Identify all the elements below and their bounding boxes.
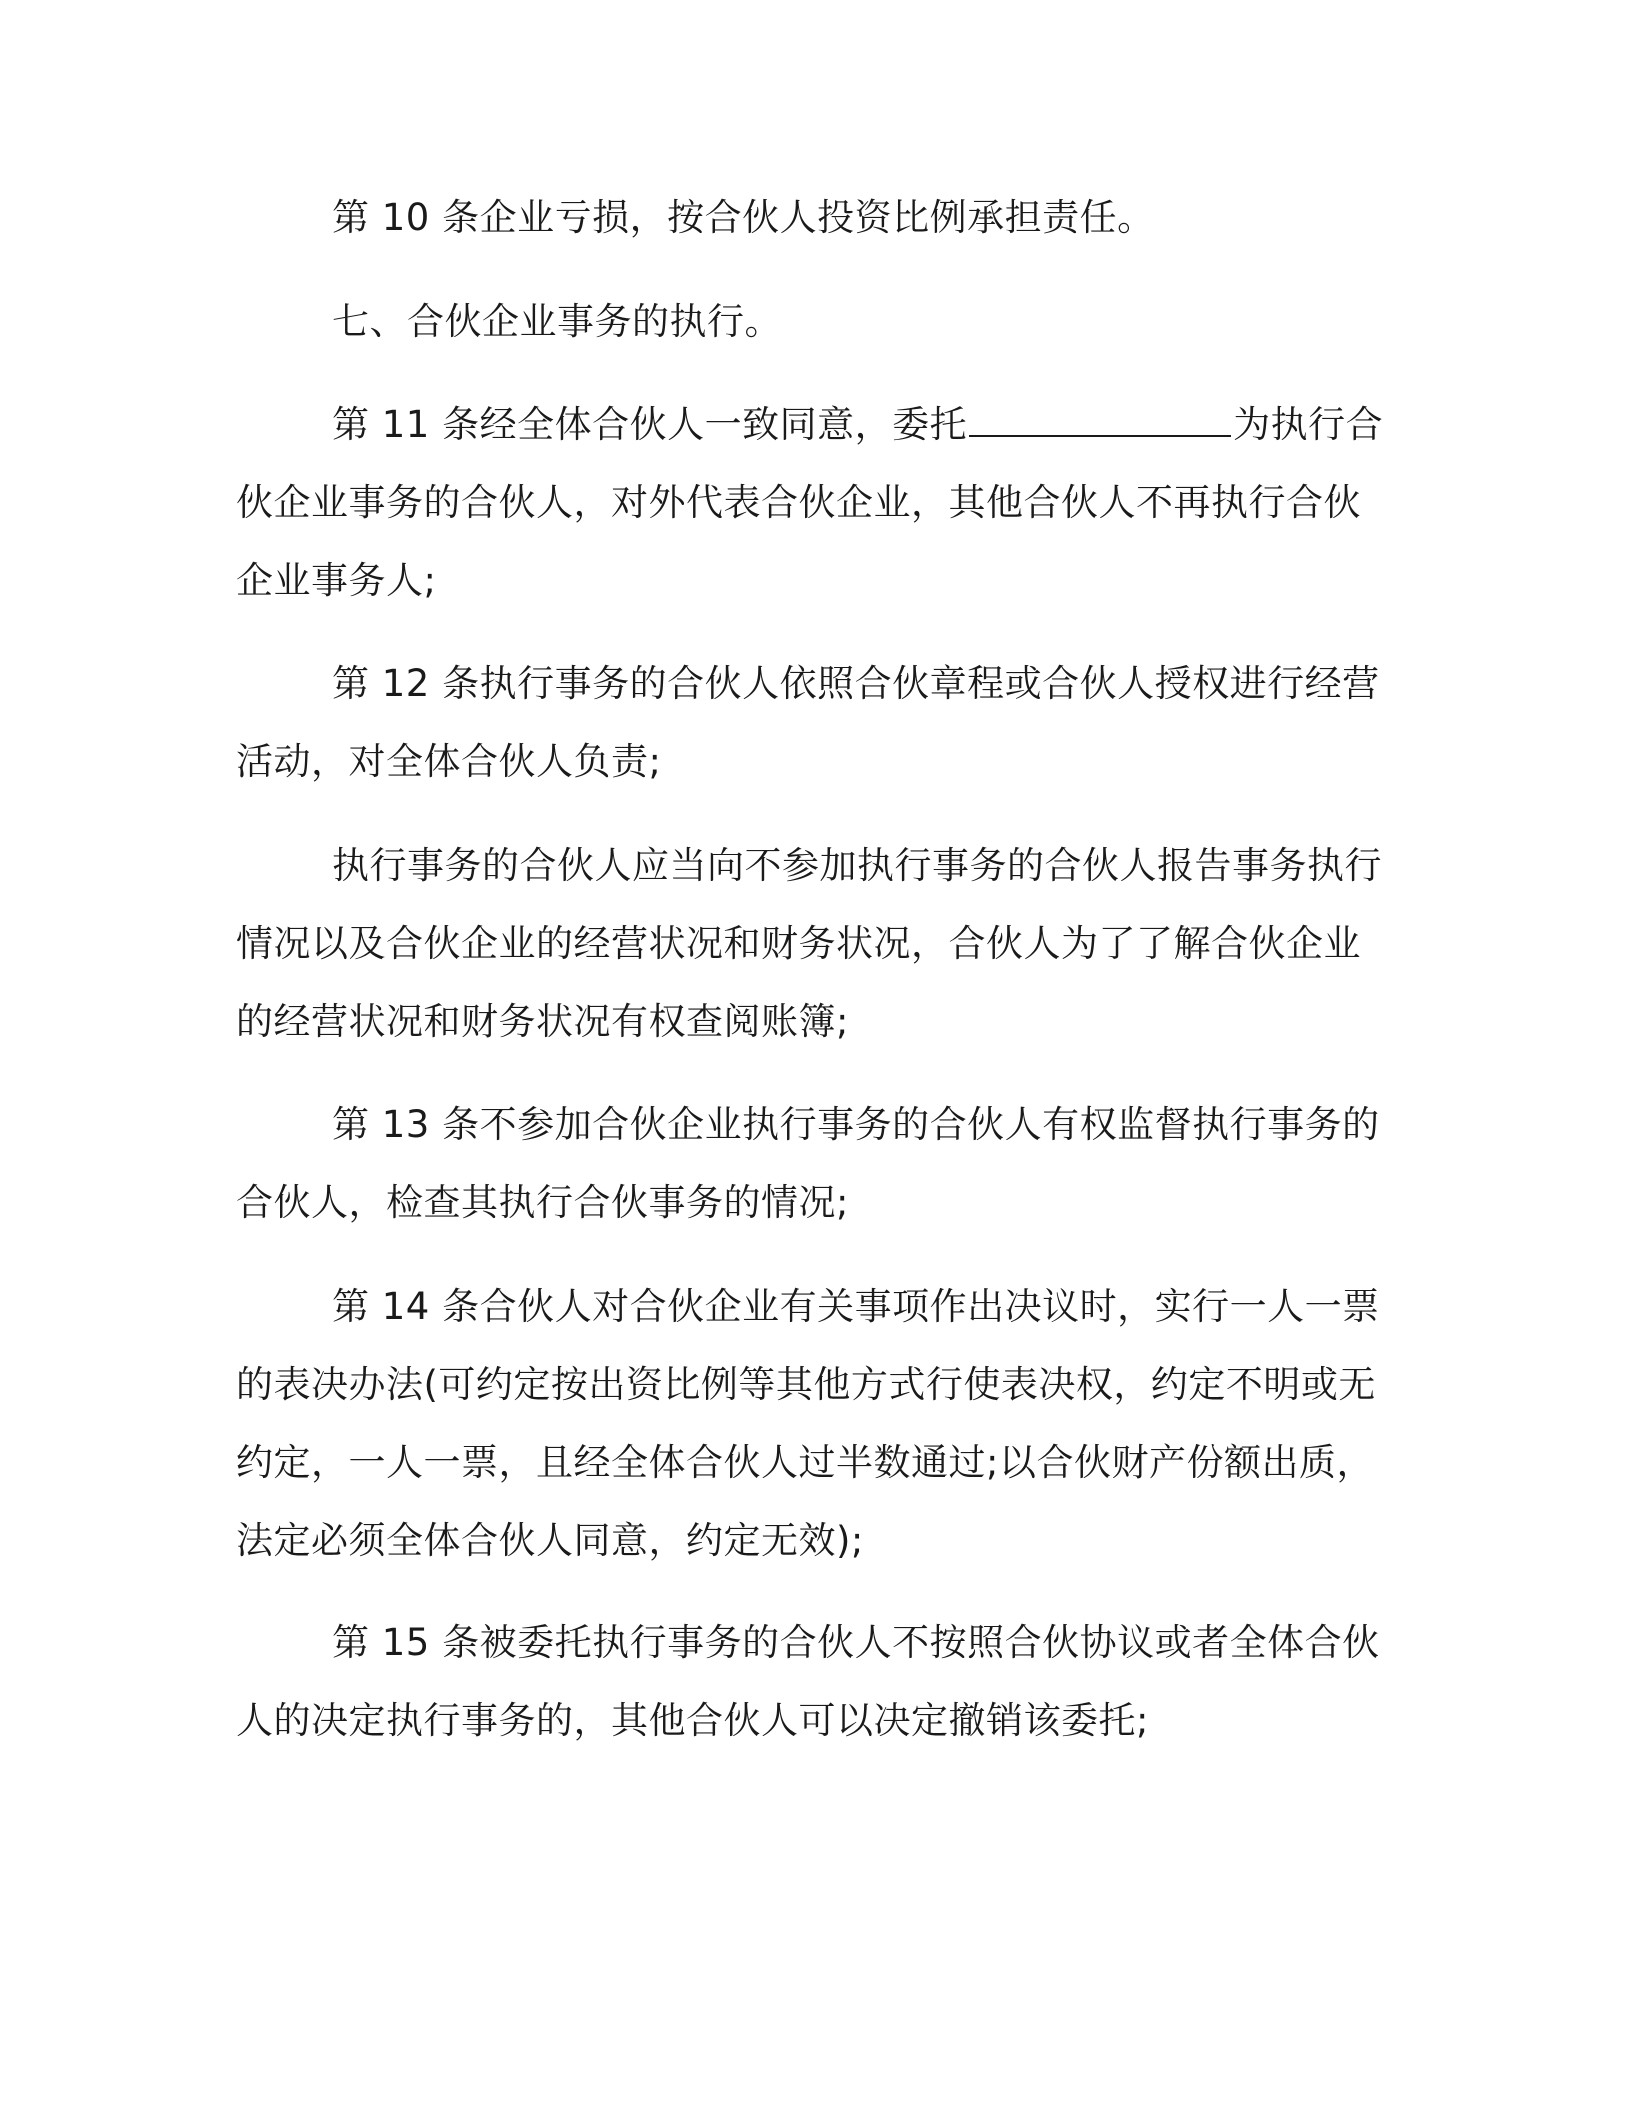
article-11 (236, 386, 1386, 620)
article-11-text-before: 第 11 条经全体合伙人一致同意，委托 (332, 403, 968, 446)
article-15: 第 15 条被委托执行事务的合伙人不按照合伙协议或者全体合伙人的决定执行事务的，其他合伙人可以决定撤销该委托; (236, 1621, 1380, 1742)
article-13: 第 13 条不参加合伙企业执行事务的合伙人有权监督执行事务的合伙人，检查其执行合伙事务的情况; (236, 1103, 1380, 1224)
article-14: 第 14 条合伙人对合伙企业有关事项作出决议时，实行一人一票的表决办法(可约定按出资比例等其他方式行使表决权，约定不明或无约定，一人一票，且经全体合伙人过半数通过;以合伙财产份额出质，法定必须全体合伙人同意，约定无效); (236, 1285, 1380, 1562)
article-10: 第 10 条企业亏损，按合伙人投资比例承担责任。 (332, 196, 1155, 239)
article-12-continuation: 执行事务的合伙人应当向不参加执行事务的合伙人报告事务执行情况以及合伙企业的经营状况和财务状况，合伙人为了了解合伙企业的经营状况和财务状况有权查阅账簿; (236, 844, 1382, 1043)
article-12: 第 12 条执行事务的合伙人依照合伙章程或合伙人授权进行经营活动，对全体合伙人负责; (236, 662, 1380, 783)
article-11-text-after: 为执行合伙企业事务的合伙人，对外代表合伙企业，其他合伙人不再执行合伙企业事务人; (236, 403, 1384, 602)
blank-fill-line (969, 405, 1231, 437)
section-heading-7: 七、合伙企业事务的执行。 (332, 300, 782, 343)
